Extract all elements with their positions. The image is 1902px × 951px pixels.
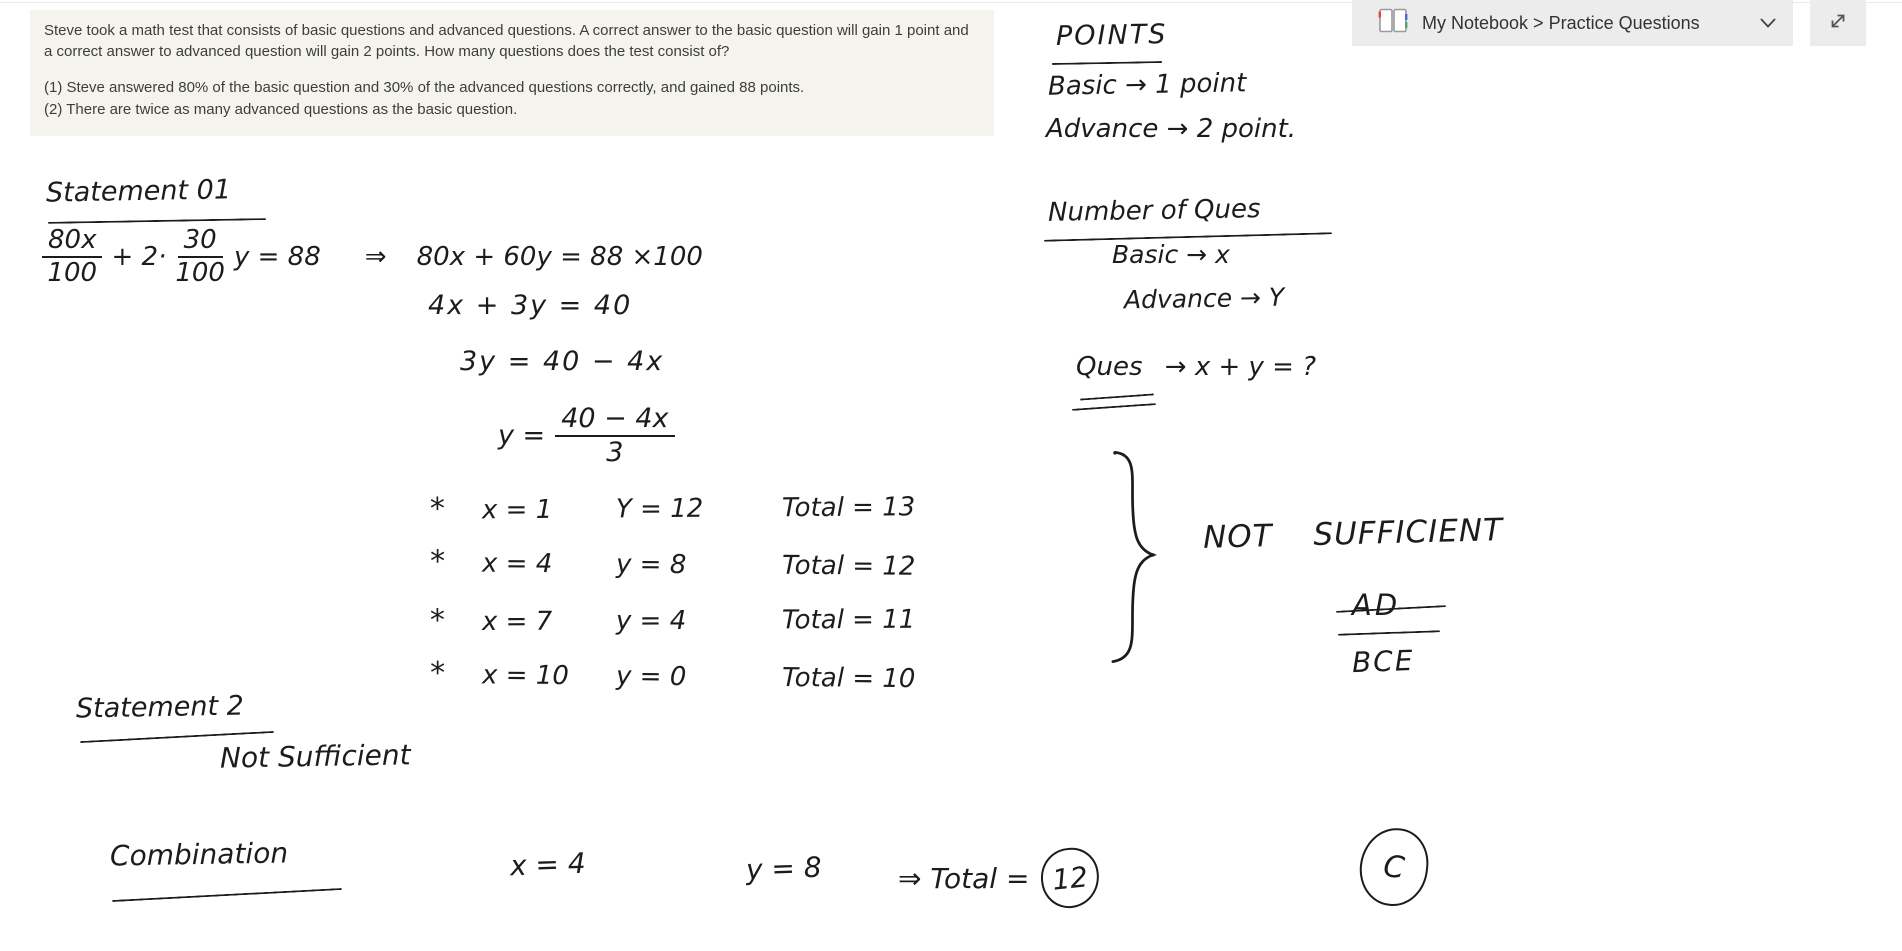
problem-statement-box [30, 10, 994, 136]
asterisk-mark: * [429, 655, 446, 692]
curly-brace-ink [1098, 446, 1170, 673]
case-total: Total = 11 [781, 604, 916, 636]
ink-ques-label: Ques [1076, 352, 1143, 382]
fraction-denominator: 3 [606, 436, 624, 468]
ink-eliminated-choices: AD [1352, 588, 1401, 622]
ink-combination-x: x = 4 [509, 846, 587, 883]
ink-eq-line4 [498, 404, 675, 467]
case-x: x = 4 [481, 548, 553, 580]
notebook-breadcrumb-bar[interactable] [1352, 0, 1793, 46]
fraction-numerator: 80x [42, 226, 102, 258]
ink-eq-middle: + 2· [111, 241, 167, 272]
underline [1072, 403, 1156, 411]
ink-ques-eq: → x + y = ? [1164, 352, 1317, 382]
fraction [42, 226, 102, 287]
ink-cases-table [430, 490, 915, 714]
ink-points-basic: Basic → 1 point [1047, 68, 1247, 102]
ink-number-of-ques-title: Number of Ques [1047, 194, 1261, 228]
ink-number-basic: Basic → x [1112, 240, 1230, 269]
asterisk-mark: * [429, 544, 446, 580]
asterisk-mark: * [429, 491, 446, 527]
ink-eq-line3: 3y = 40 − 4x [460, 346, 665, 377]
fraction-numerator: 30 [178, 226, 223, 258]
ink-number-advance: Advance → Y [1123, 282, 1285, 315]
problem-statement-2: (2) There are twice as many advanced questions as the basic question. [44, 101, 518, 118]
case-x: x = 7 [481, 606, 553, 637]
underline [112, 888, 342, 902]
ink-remaining-choices: BCE [1351, 643, 1416, 680]
implies-arrow: ⇒ [364, 241, 387, 272]
ink-eq-line4-lhs: y = [498, 420, 546, 452]
underline [1080, 393, 1154, 400]
ink-eq-line2: 4x + 3y = 40 [428, 290, 633, 321]
case-row [430, 488, 916, 547]
underline [1338, 630, 1440, 636]
expand-icon [1827, 10, 1849, 37]
case-row [430, 544, 916, 603]
ink-statement1-equation [42, 226, 703, 287]
ink-eq-tail: y = 88 [233, 241, 321, 272]
ink-statement1-title: Statement 01 [45, 174, 232, 209]
ink-ques-equation [1076, 352, 1316, 382]
chevron-down-icon[interactable] [1759, 17, 1777, 29]
ink-combination-y: y = 8 [745, 850, 823, 887]
case-y: Y = 12 [615, 493, 704, 525]
fraction-numerator: 40 − 4x [555, 404, 674, 437]
problem-statement-1: (1) Steve answered 80% of the basic question and 30% of the advanced questions correctly, and gained 88 points. [44, 79, 805, 96]
case-row [430, 601, 916, 660]
ink-points-title: POINTS [1055, 19, 1168, 52]
fraction [555, 404, 674, 467]
breadcrumb[interactable]: My Notebook > Practice Questions [1422, 12, 1700, 33]
fraction [175, 226, 225, 287]
underline [48, 218, 266, 224]
ink-statement2-title: Statement 2 [75, 690, 245, 725]
case-total: Total = 13 [781, 492, 916, 524]
case-x: x = 1 [481, 494, 553, 526]
case-y: y = 8 [615, 549, 687, 581]
fraction-denominator: 100 [47, 257, 98, 288]
case-total: Total = 10 [781, 662, 916, 695]
ink-points-advance: Advance → 2 point. [1046, 114, 1297, 144]
underline [1052, 61, 1162, 65]
ink-eq-expanded: 80x + 60y = 88 ×100 [416, 241, 703, 272]
fraction-denominator: 100 [175, 257, 225, 288]
problem-body-text: Steve took a math test that consists of basic questions and advanced questions. A correct answer to the basic question will gain 1 point and a correct answer to advanced question will gain 2 points. How many questions does the test consist of? [44, 22, 969, 60]
notebook-icon [1378, 7, 1408, 39]
case-row [430, 656, 916, 716]
case-x: x = 10 [481, 660, 570, 692]
circled-total-value: 12 [1038, 845, 1102, 911]
ink-combination-title: Combination [109, 836, 289, 873]
expand-button[interactable] [1810, 0, 1866, 46]
ink-not-sufficient: NOT SUFFICIENT [1202, 512, 1504, 556]
asterisk-mark: * [429, 603, 446, 639]
case-y: y = 0 [615, 661, 687, 693]
ink-total-prefix: ⇒ Total = [898, 861, 1030, 895]
ink-statement2-verdict: Not Sufficient [219, 738, 411, 775]
case-total: Total = 12 [781, 550, 916, 582]
circled-answer-choice: C [1356, 825, 1432, 910]
case-y: y = 4 [615, 605, 687, 637]
ink-combination-total [898, 848, 1099, 908]
